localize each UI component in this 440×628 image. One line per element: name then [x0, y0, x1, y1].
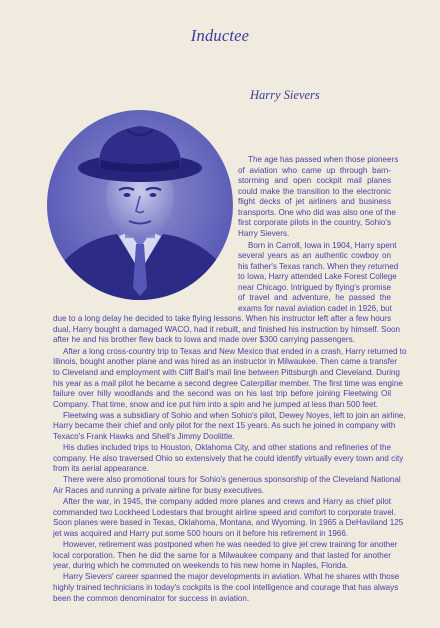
body-text-line: highly trained technicians in today's cockpits is the cool intelligence and courage that has always	[53, 583, 399, 592]
body-text-line: first corporate pilots in the country, Sohio's	[238, 218, 391, 227]
body-text-line: Harry Sievers.	[238, 229, 290, 238]
body-text-line: his father's Texas ranch. When they returned	[238, 262, 399, 271]
body-text-line: Air Races and running a private airline for busy executives.	[53, 486, 264, 495]
body-text-line: exams for naval aviation cadet in 1926, but	[238, 304, 392, 313]
body-text-line: of travel and adventure, he passed the	[238, 293, 391, 302]
inductee-name: Harry Sievers	[250, 88, 320, 102]
body-text-line: several years as an authentic cowboy on	[238, 251, 391, 260]
body-text-line: of aviation who came up through barn-	[238, 166, 391, 175]
body-text-line: near Chicago. Intrigued by flying's promise	[238, 283, 391, 292]
body-text-line: storming and open cockpit mail planes	[238, 176, 391, 185]
body-text-line: The age has passed when those pioneers	[248, 155, 399, 164]
body-text-line: Fleetwing was a subsidiary of Sohio and when Sohio's pilot, Dewey Noyes, left to join an airline,	[63, 411, 406, 420]
body-text-line: Illinois, bought another plane and was hired as an instructor in Milwaukee. Then came a transfer	[53, 357, 398, 366]
body-text-line: jet was acquired and Harry put some 500 hours on it before his retirement in 1966.	[53, 529, 349, 538]
body-text-line: his year as a mail pilot he became a second degree Caterpillar member. The first time was engine	[53, 379, 403, 388]
body-text-line: However, retirement was postponed when he was needed to give jet crew training for another	[63, 540, 398, 549]
body-text-line: There were also promotional tours for Sohio's generous sponsorship of the Cleveland National	[63, 475, 401, 484]
body-text-line: Texaco's Frank Hawks and Shell's Jimmy Doolittle.	[53, 432, 235, 441]
body-text-line: company. He also traversed Ohio so extensively that he could identify virtually every town and city	[53, 454, 404, 463]
body-text-line: to Cleveland and employment with Cliff Ball's mail line between Pittsburgh and Cleveland. During	[53, 368, 400, 377]
portrait-photo	[47, 110, 233, 300]
portrait-photo-icon	[47, 110, 233, 300]
body-text-line: from its aerial appearance.	[53, 464, 149, 473]
body-text-line: year, during which he commuted on weekends to his new home in Naples, Florida.	[53, 561, 349, 570]
body-text-line: commanded two Lockheed Lodestars that brought airline speed and comfort to corporate travel.	[53, 508, 396, 517]
body-text-line: After the war, in 1945, the company added more planes and crews and Harry as chief pilot	[63, 497, 391, 506]
body-text-line: Born in Carroll, Iowa in 1904, Harry spent	[248, 241, 397, 250]
body-text-line: flight decks of jet airliners and business	[238, 197, 391, 206]
body-text-line: failure over hilly woodlands and the second was on his last trip before joining Fleetwing Oil	[53, 389, 391, 398]
body-text-line: His duties included trips to Houston, Oklahoma City, and other stations and refineries of the	[63, 443, 391, 452]
body-text-line: after he and his brother flew back to Iowa and made over $300 carrying passengers.	[53, 335, 355, 344]
body-text-line: local corporation. Then he did the same for a Milwaukee company and that lasted for another	[53, 551, 391, 560]
body-text-line: could make the transition to the electronic	[238, 187, 391, 196]
body-text-line: to Iowa, Harry attended Lake Forest College	[238, 272, 397, 281]
section-heading: Inductee	[190, 26, 250, 45]
body-text-line: been the common denominator for success in aviation.	[53, 594, 250, 603]
body-text-line: transports. One who did was also one of the	[238, 208, 396, 217]
body-text-line: Company. That time, snow and ice put him into a spin and he jumped at less than 500 feet.	[53, 400, 378, 409]
body-text-line: due to a long delay he decided to take flying lessons. When his instructor left after a few hours	[53, 314, 391, 323]
body-text-line: Harry became their chief and only pilot for the next 15 years. As such he joined in company with	[53, 421, 396, 430]
body-text-line: Soon planes were based in Texas, Oklahoma, Montana, and Wyoming. In 1965 a DeHaviland 125	[53, 518, 404, 527]
body-text-line: After a long cross-country trip to Texas and New Mexico that ended in a crash, Harry returned to	[63, 347, 407, 356]
body-text-line: dual, Harry bought a damaged WACO, had it rebuilt, and finished his instruction by himself. Soon	[53, 325, 401, 334]
body-text-line: Harry Sievers' career spanned the major developments in aviation. What he shares with those	[63, 572, 400, 581]
